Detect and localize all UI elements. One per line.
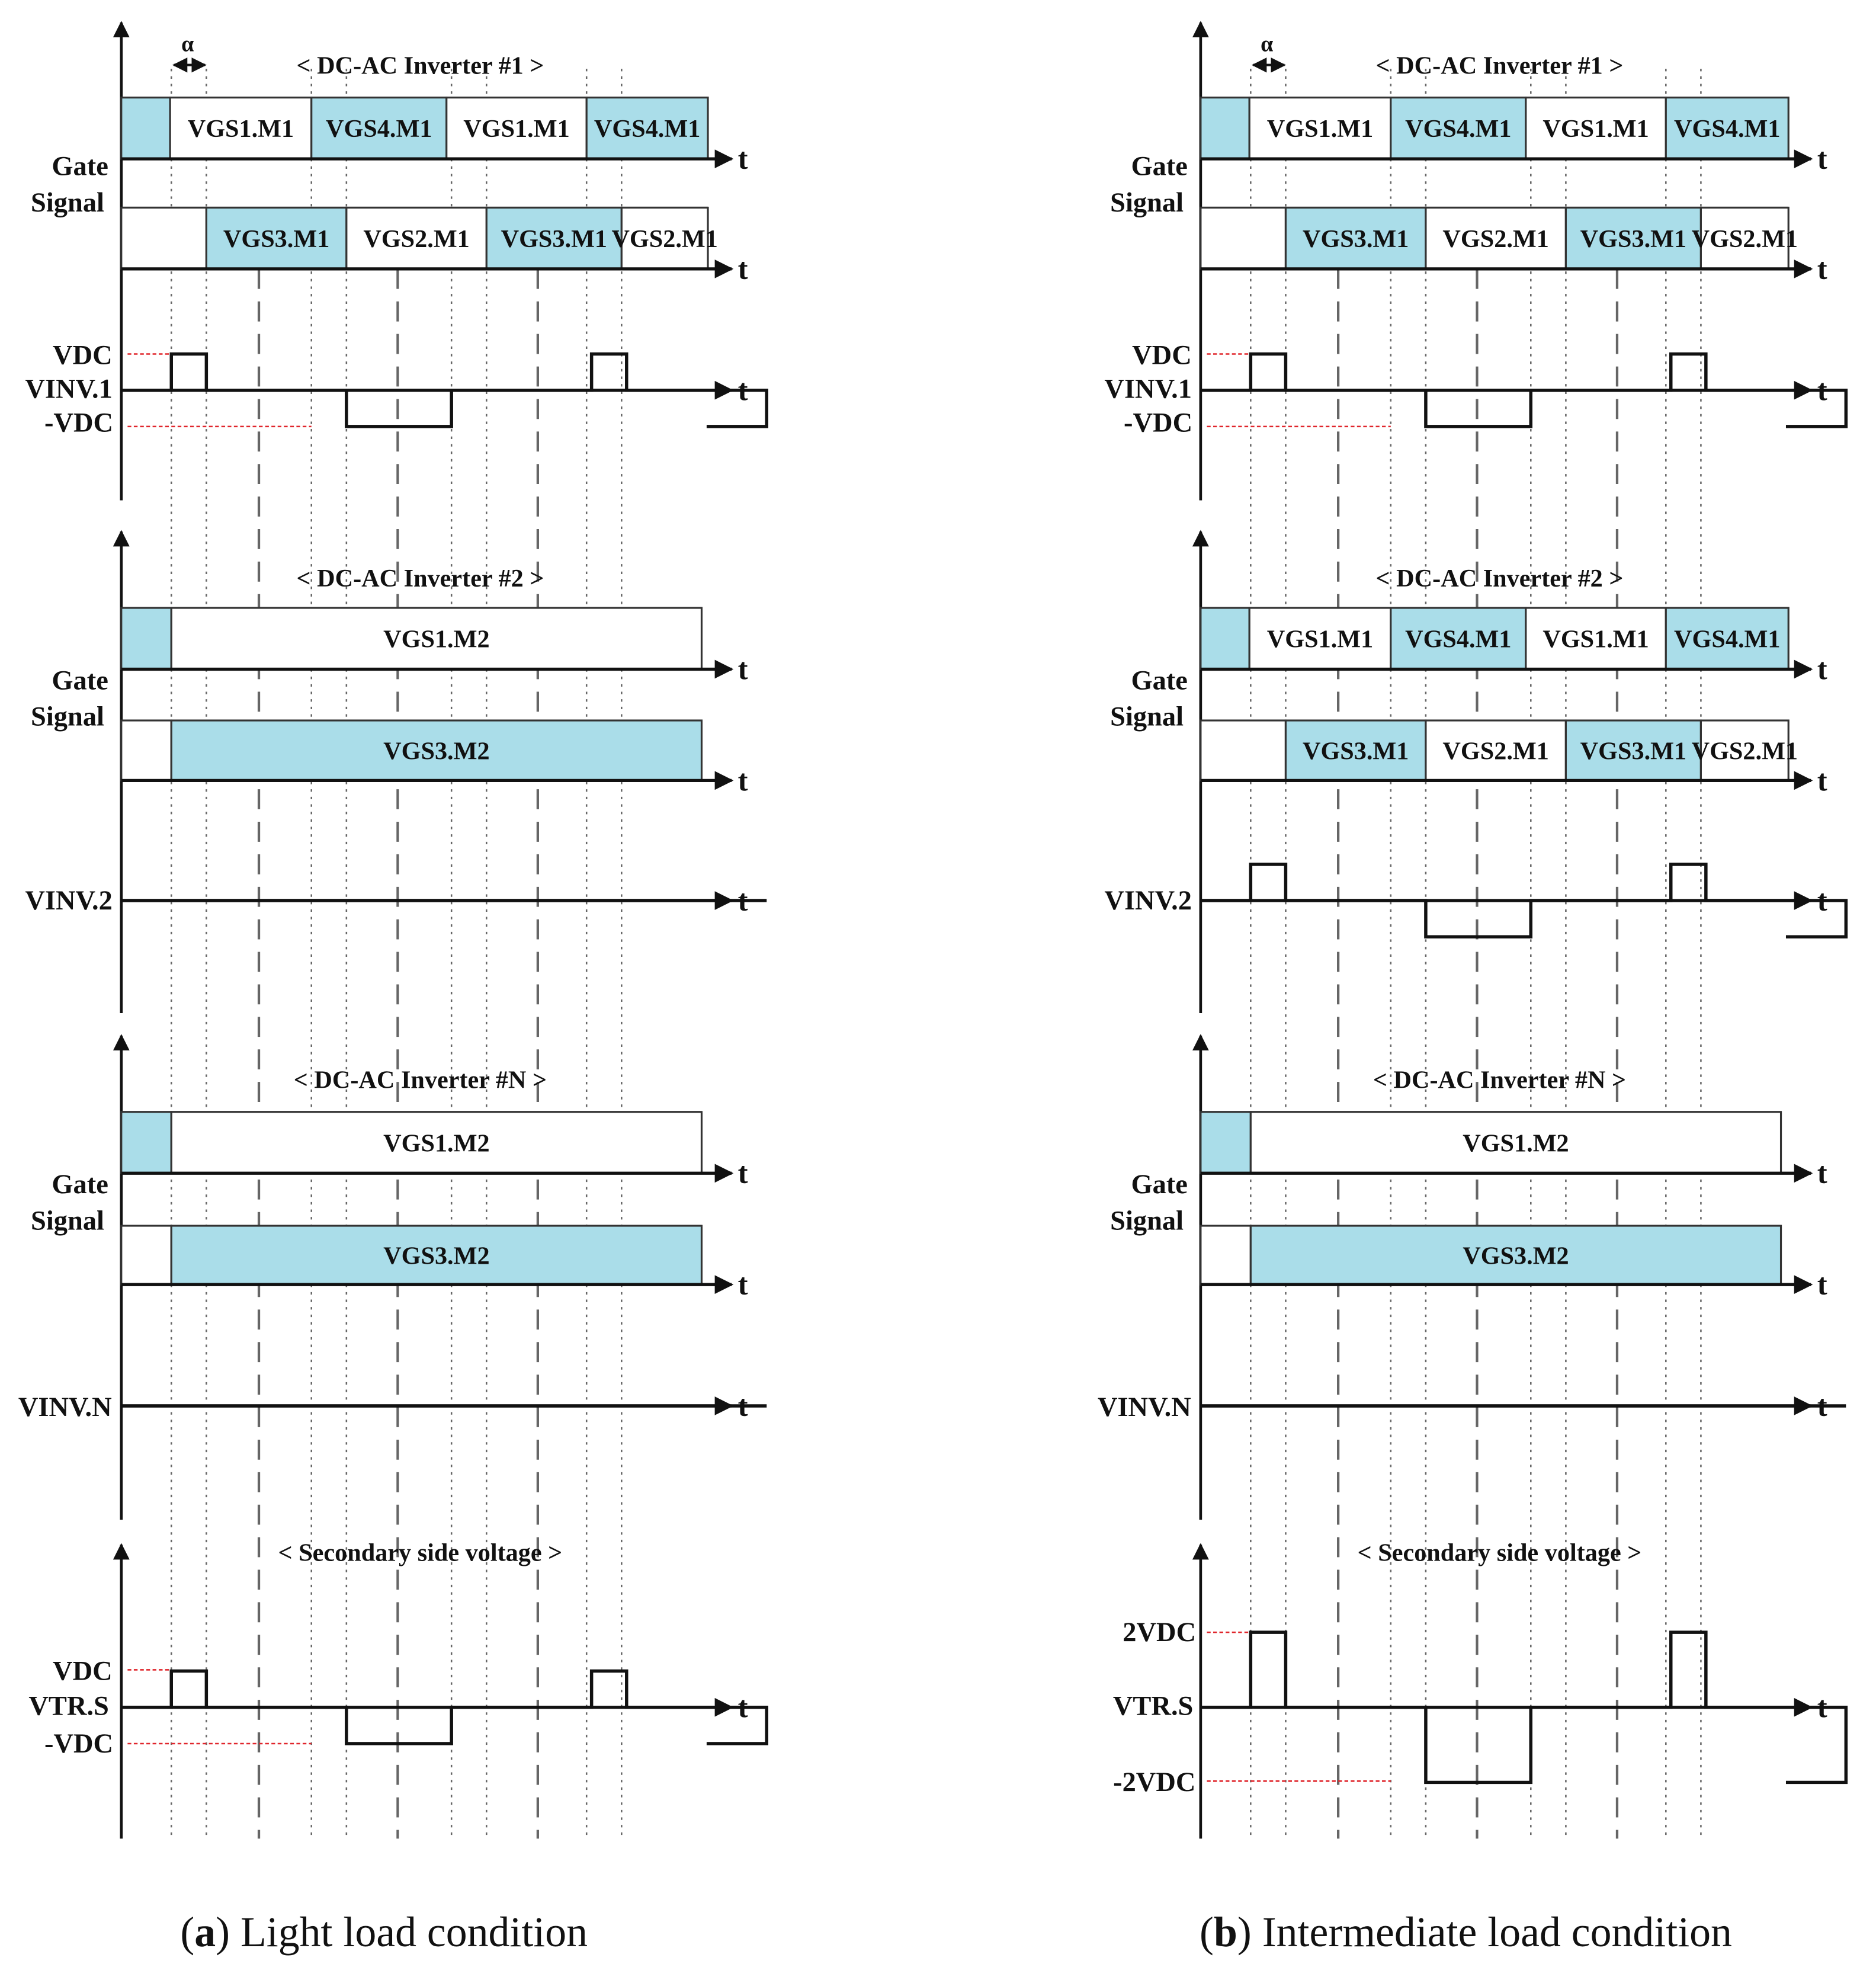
neg-vdc-label: -VDC [1124,408,1193,438]
secondary-title: < Secondary side voltage > [278,1539,563,1567]
vtrs-label: VTR.S [1112,1691,1194,1722]
time-axis-label: t [1817,373,1827,407]
inverterN-row1-box-label: VGS1.M2 [383,1129,490,1158]
inverter2-title: < DC-AC Inverter #2 > [296,565,544,593]
vdc-label: VDC [53,340,113,371]
column-b [1098,23,1846,1838]
gate-label: Gate [52,665,108,696]
time-axis-label: t [737,252,748,286]
inverterN-row2-box-label: VGS3.M2 [383,1242,490,1270]
inverter2-row1-box-label: VGS4.M1 [1674,625,1781,653]
time-axis-label: t [1817,764,1827,797]
time-axis-label: t [1817,142,1827,176]
caption-b-text: Intermediate load condition [1251,1908,1732,1956]
inverter1-row2-box-label: VGS3.M1 [1580,225,1687,253]
inverterN-row1-box [121,1112,171,1173]
vinv2-label: VINV.2 [25,885,113,916]
gate-label: Gate [1131,1170,1188,1200]
inverter1-row1-box [121,98,170,159]
inverter1-row1-box-label: VGS4.M1 [326,115,432,143]
vinv2-label: VINV.2 [1104,885,1192,916]
time-axis-label: t [737,883,748,917]
inverter1-row2-box-label: VGS2.M1 [1442,225,1549,253]
inverter1-row1-box-label: VGS1.M1 [187,115,294,143]
signal-label: Signal [1110,701,1184,732]
time-axis-label: t [1817,1268,1827,1302]
inverter2-row2-box-label: VGS2.M1 [1691,737,1798,765]
gridlines-a [171,69,621,1838]
gate-label: Gate [1131,151,1188,182]
inverterN-title: < DC-AC Inverter #N > [1372,1066,1627,1094]
inverter2-row2-box-label: VGS3.M1 [1580,737,1687,765]
inverter1-row2-box-label: VGS2.M1 [611,225,718,253]
inverter1-row1-box-label: VGS4.M1 [594,115,701,143]
inverter1-row2-box-label: VGS2.M1 [1691,225,1798,253]
signal-label: Signal [31,701,104,732]
vdc-label: VDC [1132,340,1192,371]
inverter2-row2-box [1201,720,1286,780]
inverter1-row1-box-label: VGS4.M1 [1405,115,1512,143]
signal-label: Signal [31,1206,104,1236]
inverter2-row2-box-label: VGS3.M1 [1302,737,1409,765]
neg-vdc2-label: -2VDC [1113,1767,1196,1798]
inverterN-title: < DC-AC Inverter #N > [293,1066,547,1094]
inverter1-row2-box [121,207,207,268]
inverter2-row1-box-label: VGS4.M1 [1405,625,1512,653]
vdc2-label: 2VDC [1123,1617,1197,1648]
inverter2-row1-box-label: VGS1.M1 [1266,625,1374,653]
inverter1-row2-box-label: VGS3.M1 [1302,225,1409,253]
inverterN-row1-box-label: VGS1.M2 [1463,1129,1569,1158]
time-axis-label: t [1817,1690,1827,1724]
timing-gridlines [171,69,1701,1838]
inverter2-row1-box-label: VGS1.M1 [1543,625,1649,653]
inverter1-row1-box-label: VGS1.M1 [463,115,570,143]
inverterN-row1-box [1201,1112,1250,1173]
time-axis-label: t [737,764,748,797]
inverter1-row1-box-label: VGS4.M1 [1674,115,1781,143]
alpha-label: α [181,31,194,57]
vinvN-label: VINV.N [18,1392,112,1422]
inverter2-row1-box-label: VGS1.M2 [383,625,490,653]
inverter1-row2-box-label: VGS2.M1 [363,225,470,253]
time-axis-label: t [737,1156,748,1190]
time-axis-label: t [737,373,748,407]
signal-label: Signal [1110,187,1184,218]
caption-a-letter: a [194,1908,216,1956]
neg-vdc-label: -VDC [44,1728,114,1759]
inverter2-row2-box-label: VGS2.M1 [1442,737,1549,765]
vdc-label: VDC [53,1656,113,1687]
inverter2-row2-box-label: VGS3.M2 [383,737,490,765]
vtrs-label: VTR.S [28,1691,109,1722]
inverter1-title: < DC-AC Inverter #1 > [1375,52,1624,80]
time-axis-label: t [737,1268,748,1302]
time-axis-label: t [737,1690,748,1724]
vinv1-label: VINV.1 [25,374,113,405]
time-axis-label: t [1817,1156,1827,1190]
gridlines-b [1250,69,1701,1838]
inverterN-row2-box [1201,1226,1250,1284]
inverter1-row1-box-label: VGS1.M1 [1266,115,1374,143]
inverterN-row2-box-label: VGS3.M2 [1463,1242,1569,1270]
column-a [18,23,767,1838]
inverter1-title: < DC-AC Inverter #1 > [296,52,544,80]
time-axis-label: t [737,652,748,686]
time-axis-label: t [1817,1389,1827,1422]
time-axis-label: t [1817,883,1827,917]
signal-label: Signal [31,187,104,218]
signal-label: Signal [1110,1206,1184,1236]
inverter1-row1-box-label: VGS1.M1 [1543,115,1649,143]
timing-panels [18,23,1846,1838]
inverterN-row2-box [121,1226,171,1284]
time-axis-label: t [737,1389,748,1422]
inverter1-row2-box [1201,207,1286,268]
time-axis-label: t [737,142,748,176]
inverter2-row1-box [121,608,171,669]
inverter2-row2-box [121,720,171,780]
secondary-title: < Secondary side voltage > [1357,1539,1642,1567]
gate-label: Gate [52,1170,108,1200]
vinv1-label: VINV.1 [1104,374,1192,405]
vinvN-label: VINV.N [1097,1392,1191,1422]
caption-a-text: Light load condition [230,1908,588,1956]
gate-label: Gate [52,151,108,182]
inverter1-row1-box [1201,98,1249,159]
inverter1-row2-box-label: VGS3.M1 [223,225,330,253]
caption-b-letter: b [1213,1908,1237,1956]
caption-b: (b) Intermediate load condition [1200,1908,1732,1956]
neg-vdc-label: -VDC [44,408,114,438]
inverter2-title: < DC-AC Inverter #2 > [1375,565,1624,593]
alpha-label: α [1261,31,1274,57]
time-axis-label: t [1817,652,1827,686]
caption-a: (a) Light load condition [180,1908,588,1956]
time-axis-label: t [1817,252,1827,286]
gate-label: Gate [1131,665,1188,696]
inverter1-row2-box-label: VGS3.M1 [501,225,608,253]
inverter2-row1-box [1201,608,1249,669]
